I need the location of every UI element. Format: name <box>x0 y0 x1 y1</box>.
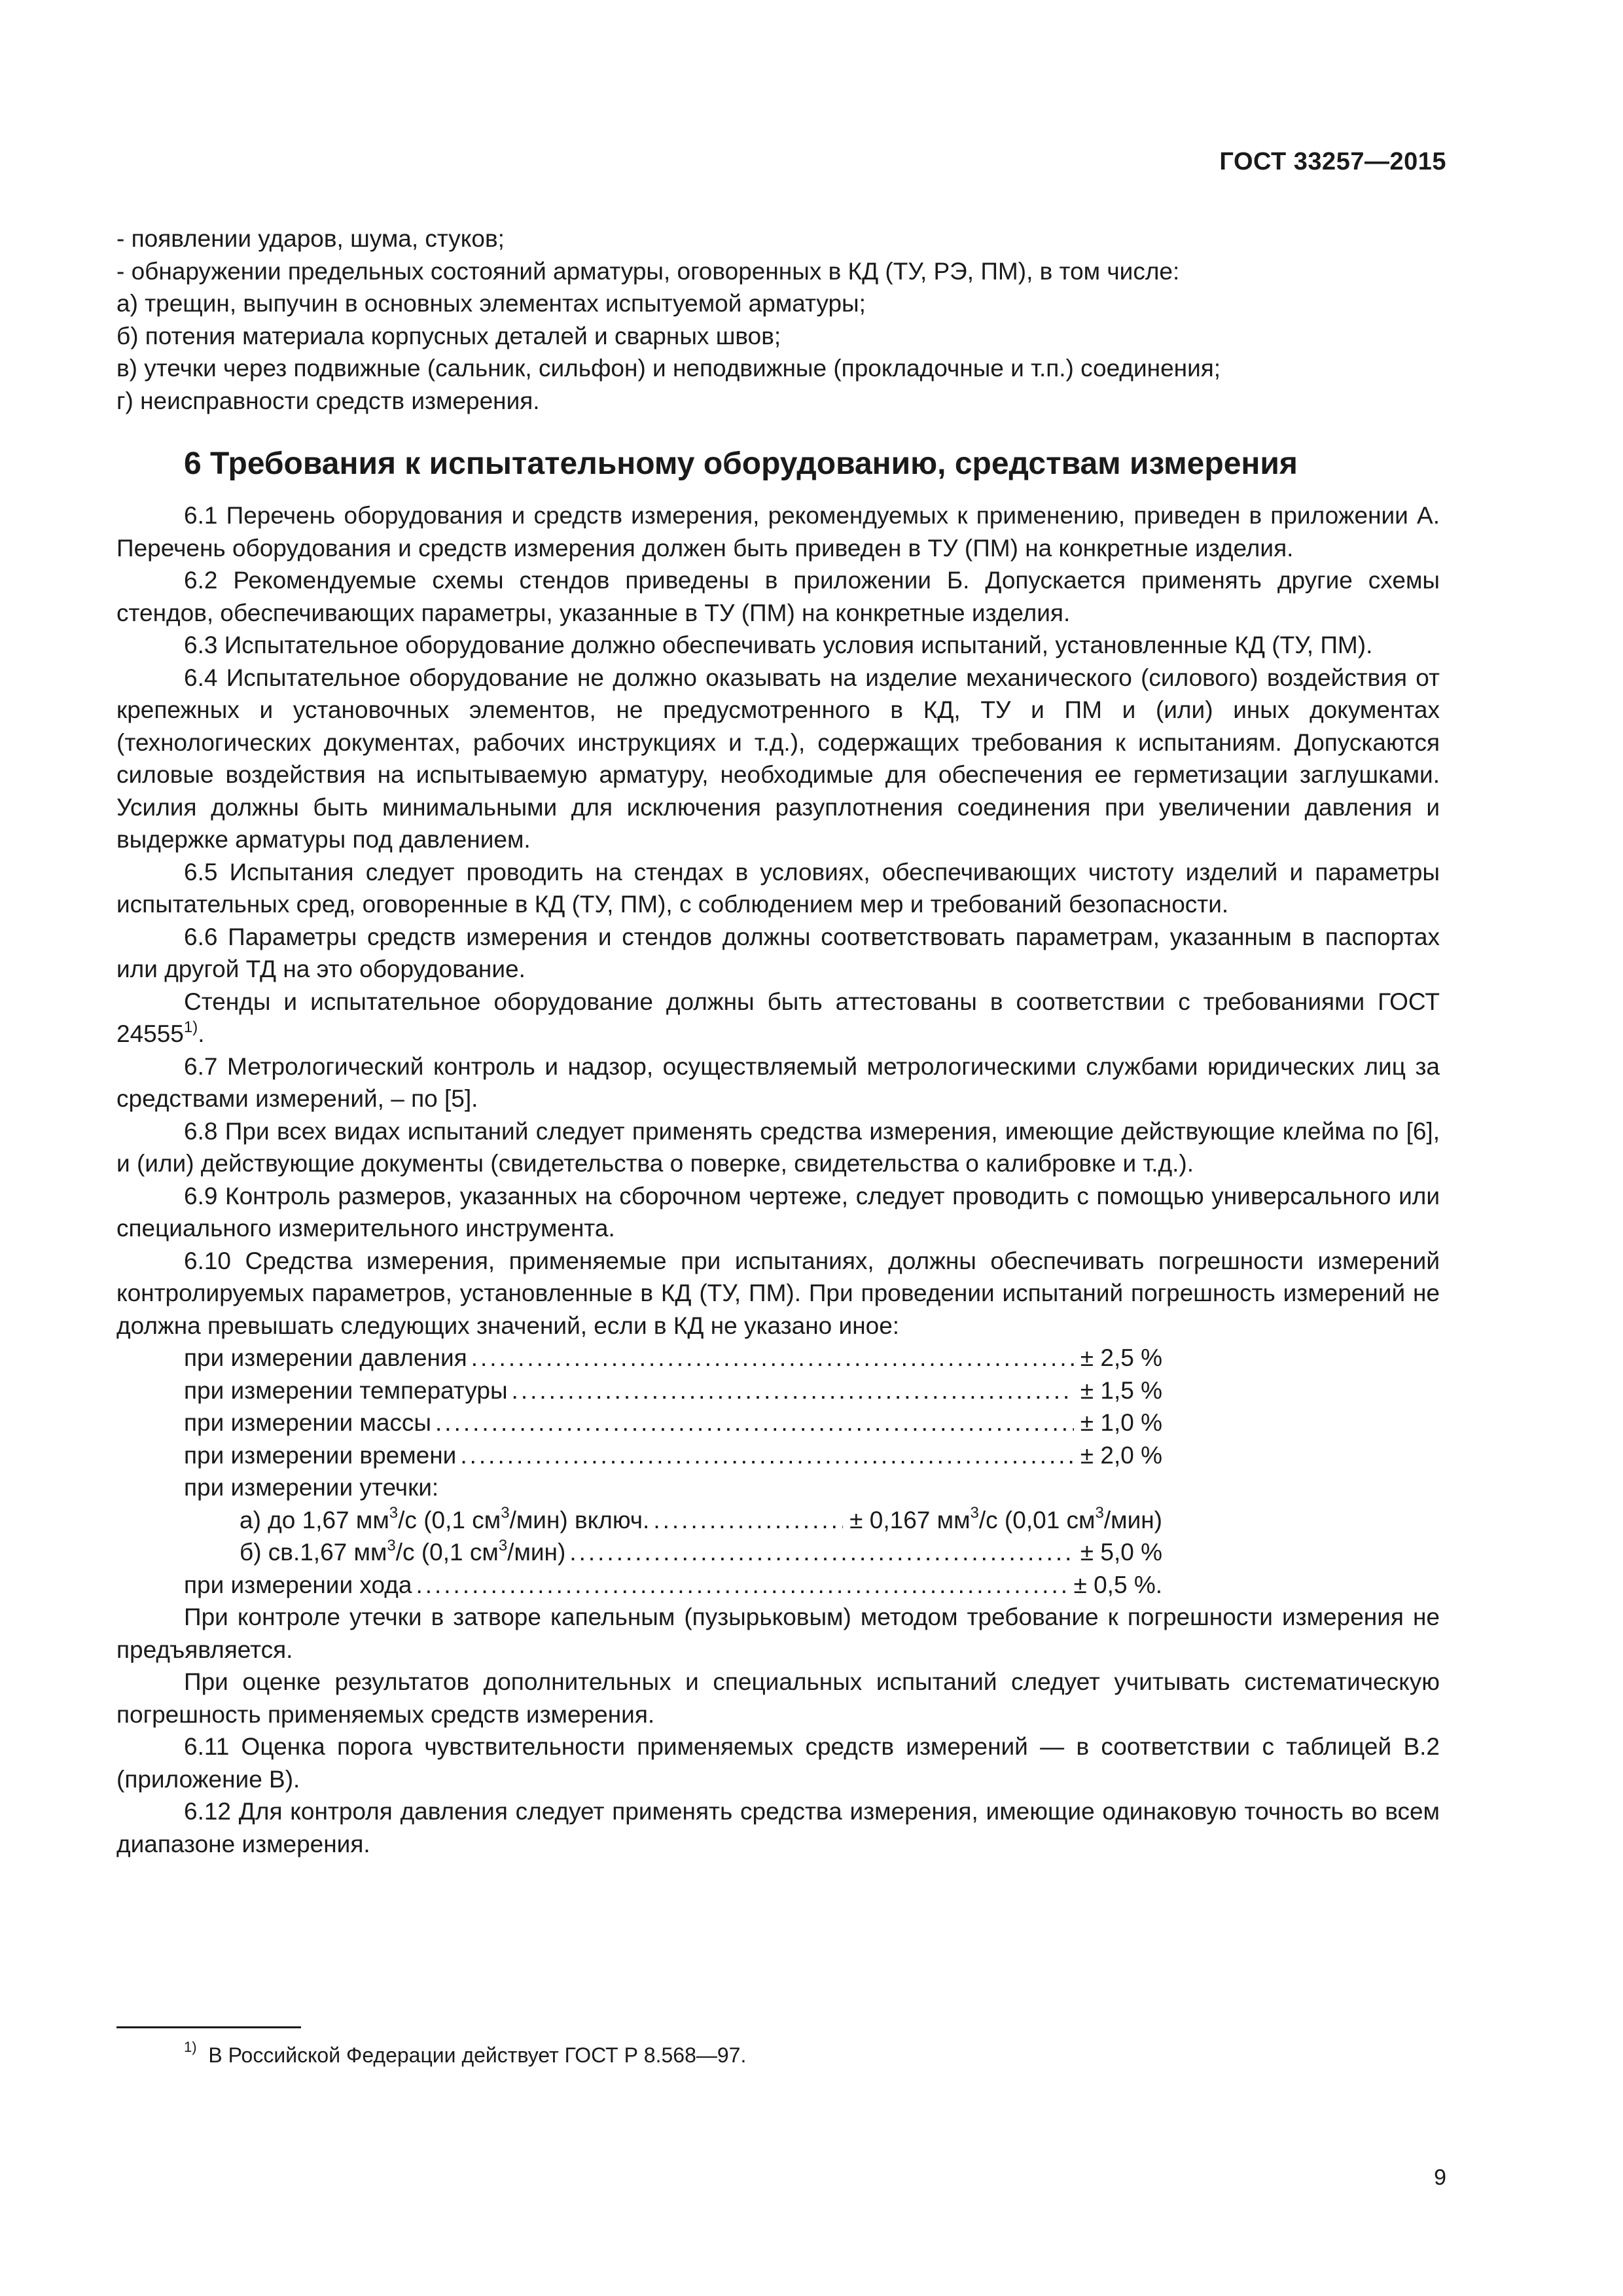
paragraph-6-12: 6.12 Для контроля давления следует применять средства измерения, имеющие одинаковую точность во всем диапазоне измерения. <box>116 1798 1440 1857</box>
list-item: в) утечки через подвижные (сальник, сильфон) и неподвижные (прокладочные и т.п.) соединения; <box>116 355 1221 382</box>
tolerance-label: при измерении времени <box>184 1441 457 1469</box>
tolerance-value: ± 1,5 % <box>1080 1376 1162 1404</box>
tolerance-value: ± 2,5 % <box>1080 1344 1162 1371</box>
tolerance-label: при измерении давления <box>184 1344 467 1371</box>
list-item: б) потения материала корпусных деталей и сварных швов; <box>116 322 781 350</box>
paragraph-leak-control: При контроле утечки в затворе капельным (пузырьковым) методом требование к погрешности измерения не предъявляется. <box>116 1604 1440 1663</box>
standard-number: ГОСТ 33257—2015 <box>1219 148 1446 175</box>
paragraph-6-6: 6.6 Параметры средств измерения и стендов должны соответствовать параметрам, указанным в паспортах или другой ТД на это оборудование. <box>116 923 1440 982</box>
paragraph-results-evaluation: При оценке результатов дополнительных и специальных испытаний следует учитывать систематическую погрешность применяемых средств измерения. <box>116 1668 1440 1728</box>
tolerance-value: ± 0,5 %. <box>1073 1571 1162 1598</box>
footnote-reference[interactable]: 1) <box>183 1018 198 1036</box>
section-title: 6 Требования к испытательному оборудованию, средствам измерения <box>184 446 1298 481</box>
leader-dots <box>649 1504 843 1537</box>
tolerance-label: б) св.1,67 $мм^3/с$ (0,1 $см^3/мин$) <box>240 1536 566 1566</box>
list-item: - появлении ударов, шума, стуков; <box>116 225 505 252</box>
footnote-text: В Российской Федерации действует ГОСТ Р 8.568—97. <box>208 2043 747 2067</box>
tolerance-value: ± 0,167 $мм^3/с$ (0,01 $см^3/мин$) <box>849 1504 1162 1534</box>
paragraph-6-11: 6.11 Оценка порога чувствительности применяемых средств измерений — в соответствии с таблицей В.2 (приложение В). <box>116 1733 1440 1793</box>
paragraph-6-10: 6.10 Средства измерения, применяемые при испытаниях, должны обеспечивать погрешности измерений контролируемых параметров, установленные в КД (ТУ, ПМ). При проведении испытаний погрешность измерений не должна превышать следующих значений, если в КД не указано иное: <box>116 1247 1440 1339</box>
footnote-divider <box>116 2026 301 2028</box>
paragraph-6-3: 6.3 Испытательное оборудование должно обеспечивать условия испытаний, установленные КД (ТУ, ПМ). <box>184 632 1373 658</box>
footnote-mark: 1) <box>184 2039 197 2056</box>
paragraph-6-9: 6.9 Контроль размеров, указанных на сборочном чертеже, следует проводить с помощью универсального или специального измерительного инструмента. <box>116 1182 1440 1242</box>
leader-dots <box>431 1407 1074 1439</box>
tolerance-row-time <box>116 1439 1162 1472</box>
list-item: - обнаружении предельных состояний арматуры, оговоренных в КД (ТУ, РЭ, ПМ), в том числе: <box>116 257 1180 285</box>
tolerance-row-temperature <box>116 1374 1162 1407</box>
list-item: г) неисправности средств измерения. <box>116 387 540 414</box>
tolerance-row-mass <box>116 1407 1162 1439</box>
page-body <box>116 223 1440 1860</box>
leader-dots <box>508 1374 1074 1407</box>
tolerance-value: ± 1,0 % <box>1080 1409 1162 1436</box>
paragraph-6-8: 6.8 При всех видах испытаний следует применять средства измерения, имеющие действующие клейма по [6], и (или) действующие документы (свидетельства о поверке, свидетельства о калибровке и т.д.). <box>116 1117 1440 1177</box>
paragraph-6-7: 6.7 Метрологический контроль и надзор, осуществляемый метрологическими службами юридических лиц за средствами измерений, – по [5]. <box>116 1052 1440 1112</box>
leader-dots <box>565 1536 1073 1569</box>
paragraph-6-1: 6.1 Перечень оборудования и средств измерения, рекомендуемых к применению, приведен в приложении А. Перечень оборудования и средств измерения должен быть приведен в ТУ (ПМ) на конкретные изделия. <box>116 502 1440 562</box>
leader-dots <box>467 1342 1074 1374</box>
tolerance-value: ± 2,0 % <box>1080 1441 1162 1469</box>
page-number: 9 <box>1434 2165 1446 2190</box>
tolerance-row-leak-b <box>116 1536 1162 1569</box>
paragraph-6-2: 6.2 Рекомендуемые схемы стендов приведены в приложении Б. Допускается применять другие схемы стендов, обеспечивающих параметры, указанные в ТУ (ПМ) на конкретные изделия. <box>116 567 1440 626</box>
list-item: а) трещин, выпучин в основных элементах испытуемой арматуры; <box>116 290 866 317</box>
tolerance-label: при измерении массы <box>184 1409 432 1436</box>
paragraph-6-4: 6.4 Испытательное оборудование не должно оказывать на изделие механического (силового) воздействия от крепежных и установочных элементов, не предусмотренного в КД, ТУ и ПМ и (или) иных документах (технологических документах, рабочих инструкциях и т.д.), содержащих требования к испытаниям. Допускаются силовые воздействия на испытываемую арматуру, необходимые для обеспечения ее герметизации заглушками. Усилия должны быть минимальными для исключения разуплотнения соединения при увеличении давления и выдержке арматуры под давлением. <box>116 664 1440 853</box>
paragraph-stands-text: Стенды и испытательное оборудование должны быть аттестованы в соответствии с требованиями ГОСТ 24555 <box>116 988 1440 1047</box>
leader-dots <box>456 1439 1073 1472</box>
tolerance-label: при измерении хода <box>184 1571 412 1598</box>
tolerance-row-leak-a <box>116 1504 1162 1537</box>
tolerance-label: при измерении температуры <box>184 1376 508 1404</box>
paragraph-stands <box>116 986 1440 1050</box>
footnote <box>184 2039 747 2068</box>
tolerance-label: а) до 1,67 $мм^3/с$ (0,1 $см^3/мин$) включ. <box>240 1504 650 1534</box>
tolerance-value: ± 5,0 % <box>1080 1539 1162 1566</box>
paragraph-6-5: 6.5 Испытания следует проводить на стендах в условиях, обеспечивающих чистоту изделий и параметры испытательных сред, оговоренные в КД (ТУ, ПМ), с соблюдением мер и требований безопасности. <box>116 858 1440 918</box>
paragraph-stands-tail: . <box>198 1020 205 1047</box>
tolerance-row-stroke <box>116 1569 1162 1602</box>
tolerance-heading-leak: при измерении утечки: <box>184 1474 439 1501</box>
leader-dots <box>412 1569 1067 1602</box>
tolerance-row-pressure <box>116 1342 1162 1374</box>
